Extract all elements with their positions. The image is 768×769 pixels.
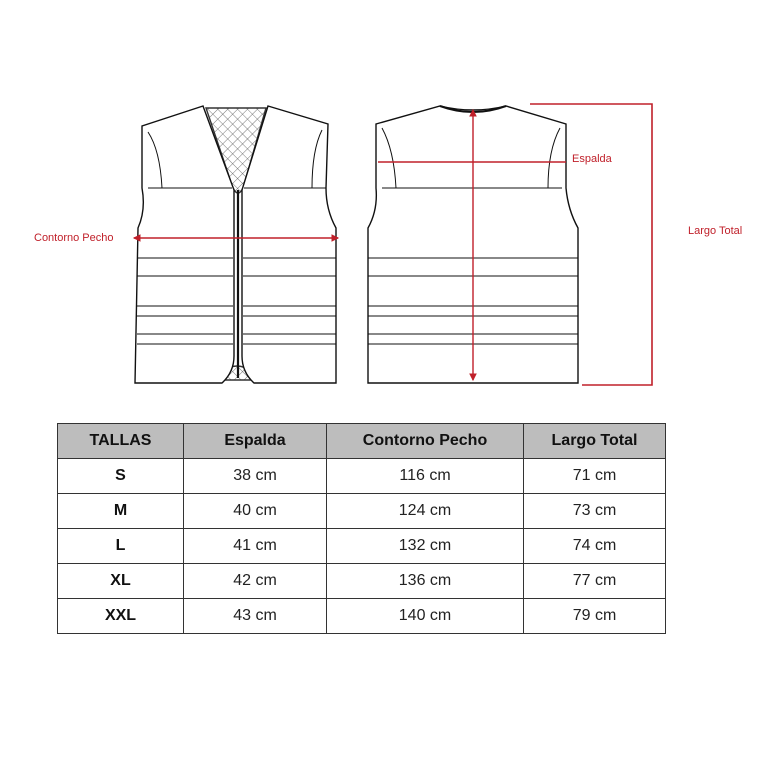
espalda-cell: 40 cm [184,494,327,529]
table-row [58,459,666,494]
size-cell: M [58,494,184,529]
header-espalda: Espalda [184,424,327,459]
largo-total-cell: 73 cm [524,494,666,529]
header-contorno-pecho: Contorno Pecho [327,424,524,459]
table-row [58,529,666,564]
length-label: Largo Total [688,225,743,237]
espalda-cell: 38 cm [184,459,327,494]
header-largo-total: Largo Total [524,424,666,459]
espalda-cell: 41 cm [184,529,327,564]
table-row [58,564,666,599]
table-header-row [58,424,666,459]
size-cell: XXL [58,599,184,634]
espalda-cell: 43 cm [184,599,327,634]
largo-total-cell: 74 cm [524,529,666,564]
table-row [58,494,666,529]
contorno-pecho-cell: 124 cm [327,494,524,529]
table-row [58,599,666,634]
header-tallas: TALLAS [58,424,184,459]
espalda-cell: 42 cm [184,564,327,599]
largo-total-cell: 79 cm [524,599,666,634]
chest-label: Contorno Pecho [34,232,114,244]
largo-total-cell: 77 cm [524,564,666,599]
size-cell: XL [58,564,184,599]
size-table [57,423,666,634]
contorno-pecho-cell: 116 cm [327,459,524,494]
back-label: Espalda [572,153,612,165]
vest-front-view [135,106,336,383]
contorno-pecho-cell: 140 cm [327,599,524,634]
size-cell: L [58,529,184,564]
contorno-pecho-cell: 132 cm [327,529,524,564]
front-right-panel [242,106,336,383]
contorno-pecho-cell: 136 cm [327,564,524,599]
largo-total-cell: 71 cm [524,459,666,494]
size-cell: S [58,459,184,494]
